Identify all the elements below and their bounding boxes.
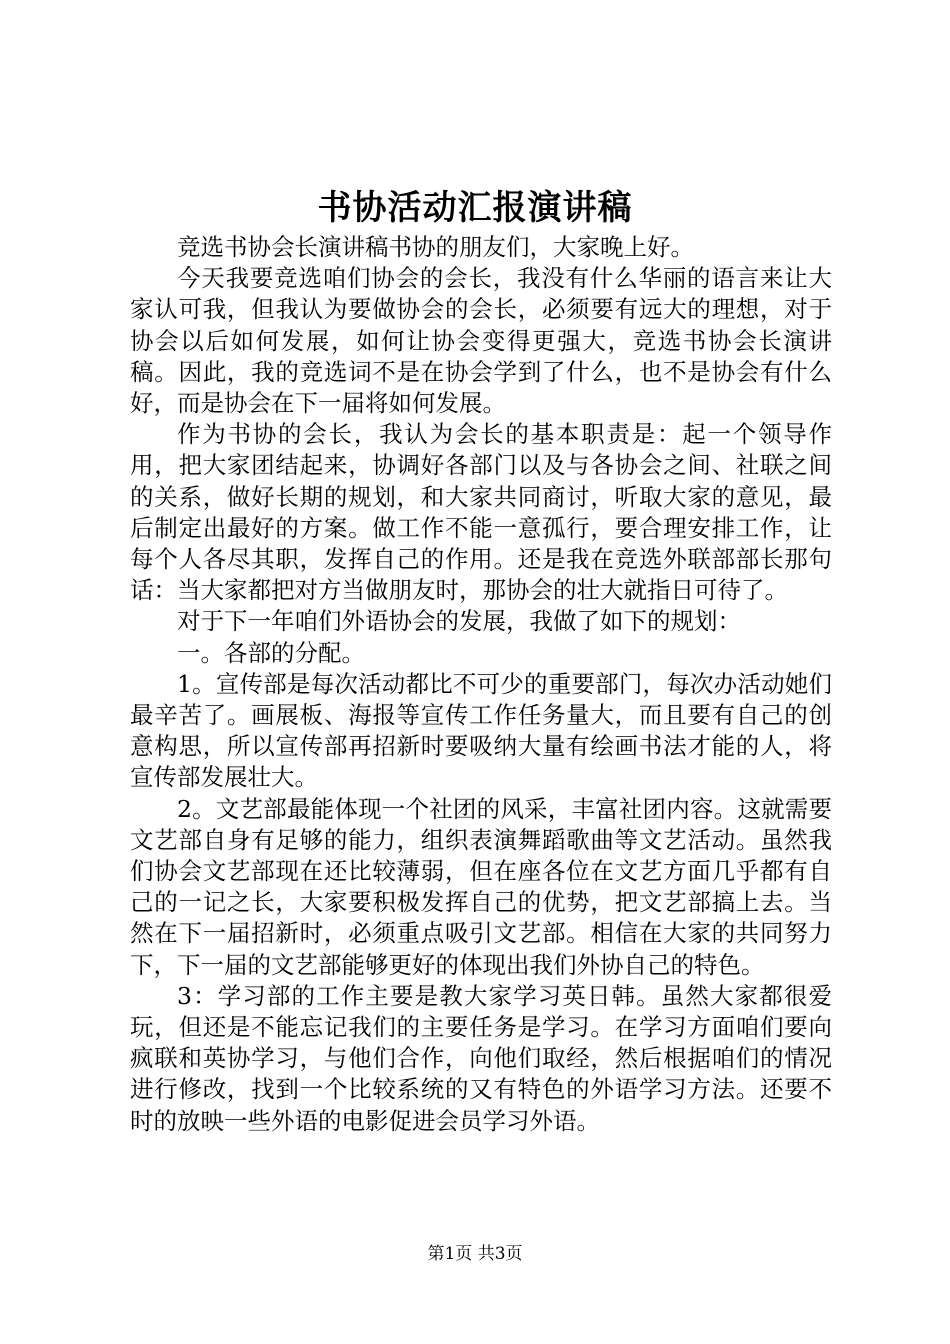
page-title: 书协活动汇报演讲稿: [317, 188, 633, 228]
paragraph: 2。文艺部最能体现一个社团的风采，丰富社团内容。这就需要文艺部自身有足够的能力，组织表演舞蹈歌曲等文艺活动。虽然我们协会文艺部现在还比较薄弱，但在座各位在文艺方面几乎都有自己的一记之长，大家要积极发挥自己的优势，把文艺部搞上去。当然在下一届招新时，必须重点吸引文艺部。相信在大家的共同努力下，下一届的文艺部能够更好的体现出我们外协自己的特色。: [130, 794, 832, 979]
paragraph: 对于下一年咱们外语协会的发展，我做了如下的规划：: [177, 607, 741, 636]
paragraph: 作为书协的会长，我认为会长的基本职责是：起一个领导作用，把大家团结起来，协调好各部门以及与各协会之间、社联之间的关系，做好长期的规划，和大家共同商讨，听取大家的意见，最后制定出最好的方案。做工作不能一意孤行，要合理安排工作，让每个人各尽其职，发挥自己的作用。还是我在竞选外联部部长那句话：当大家都把对方当做朋友时，那协会的壮大就指日可待了。: [130, 420, 832, 605]
document-body: [130, 232, 832, 1137]
page-footer: 第1页 共3页: [427, 1244, 523, 1264]
paragraph: 竞选书协会长演讲稿书协的朋友们，大家晚上好。: [177, 233, 694, 261]
paragraph: 1。宣传部是每次活动都比不可少的重要部门，每次办活动她们最辛苦了。画展板、海报等宣传工作任务量大，而且要有自己的创意构思，所以宣传部再招新时要吸纳大量有绘画书法才能的人，将宣传部发展壮大。: [130, 669, 832, 792]
paragraph: 3：学习部的工作主要是教大家学习英日韩。虽然大家都很爱玩，但还是不能忘记我们的主要任务是学习。在学习方面咱们要向疯联和英协学习，与他们合作，向他们取经，然后根据咱们的情况进行修改，找到一个比较系统的又有特色的外语学习方法。还要不时的放映一些外语的电影促进会员学习外语。: [130, 981, 832, 1135]
paragraph: 一。各部的分配。: [177, 638, 365, 667]
paragraph: 今天我要竞选咱们协会的会长，我没有什么华丽的语言来让大家认可我，但我认为要做协会的会长，必须要有远大的理想，对于协会以后如何发展，如何让协会变得更强大，竞选书协会长演讲稿。因此，我的竞选词不是在协会学到了什么，也不是协会有什么好，而是协会在下一届将如何发展。: [130, 264, 832, 418]
